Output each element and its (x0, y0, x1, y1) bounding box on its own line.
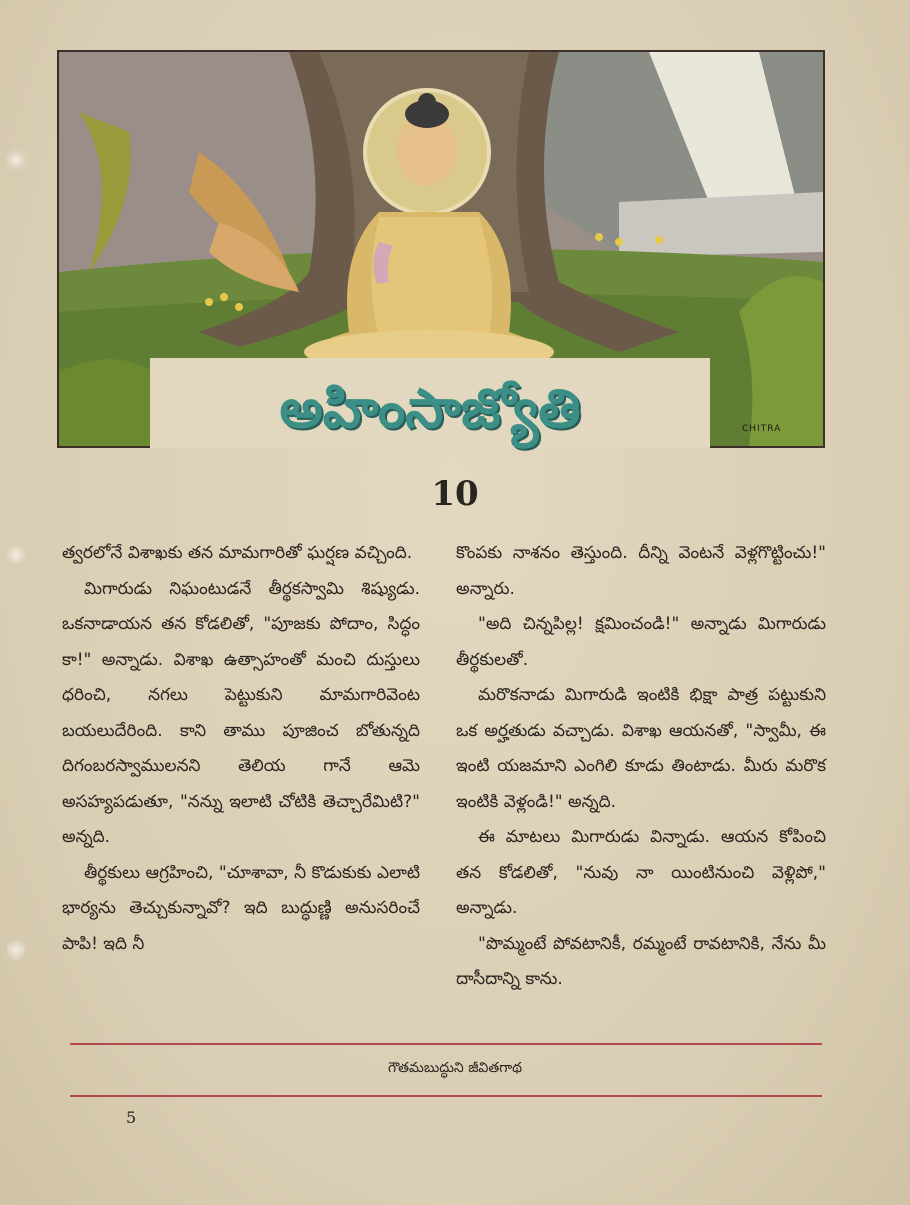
text-column-left (62, 536, 420, 962)
paragraph: మరొకనాడు మిగారుడి ఇంటికి భిక్షా పాత్ర పట్టుకుని ఒక అర్హతుడు వచ్చాడు. విశాఖ ఆయనతో, "స్వామీ, ఈ ఇంటి యజమాని ఎంగిలి కూడు తింటాడు. మీరు మరొక ఇంటికి వెళ్లండి!" అన్నది. (456, 685, 826, 812)
series-title: గౌతమబుద్ధుని జీవితగాథ (387, 1060, 523, 1076)
artist-signature: CHITRA (742, 424, 782, 434)
paragraph: ఈ మాటలు మిగారుడు విన్నాడు. ఆయన కోపించి తన కోడలితో, "నువు నా యింటినుంచి వెళ్లిపో," అన్నాడు. (456, 827, 826, 918)
footer-rule-top (70, 1043, 822, 1045)
paragraph: మిగారుడు నిఘంటుడనే తీర్థకస్వామి శిష్యుడు. ఒకనాడాయన తన కోడలితో, "పూజకు పోదాం, సిద్ధం కా!" అన్నాడు. విశాఖ ఉత్సాహంతో మంచి దుస్తులు ధరించి, నగలు పెట్టుకుని మామగారివెంట బయలుదేరింది. కాని తాము పూజించ బోతున్నది దిగంబరస్వాములనని తెలియ గానే ఆమె అసహ్యపడుతూ, "నన్ను ఇలాటి చోటికి తెచ్చారేమిటి?" అన్నది. (62, 578, 420, 847)
footer-rule-bottom (70, 1095, 822, 1097)
binding-hole (6, 940, 26, 960)
text-column-right (456, 536, 826, 998)
chapter-number: 10 (431, 474, 479, 514)
binding-hole (6, 545, 26, 565)
paragraph: కొంపకు నాశనం తెస్తుంది. దీన్ని వెంటనే వెళ్లగొట్టించు!" అన్నారు. (456, 543, 826, 599)
paragraph: "అది చిన్నపిల్ల! క్షమించండి!" అన్నాడు మిగారుడు తీర్థకులతో. (456, 614, 826, 670)
paragraph: తీర్థకులు ఆగ్రహించి, "చూశావా, నీ కొడుకుకు ఎలాటి భార్యను తెచ్చుకున్నావో? ఇది బుద్ధుణ్ణి అనుసరించే పాపి! ఇది నీ (62, 862, 420, 954)
page-number: 5 (126, 1108, 137, 1127)
paragraph: "పొమ్మంటే పోవటానికీ, రమ్మంటే రావటానికి, నేను మీ దాసీదాన్ని కాను. (456, 933, 826, 989)
binding-hole (6, 150, 26, 170)
story-title: అహింసాజ్యోతి (279, 376, 581, 440)
paragraph: త్వరలోనే విశాఖకు తన మామగారితో ఘర్షణ వచ్చింది. (62, 543, 413, 563)
